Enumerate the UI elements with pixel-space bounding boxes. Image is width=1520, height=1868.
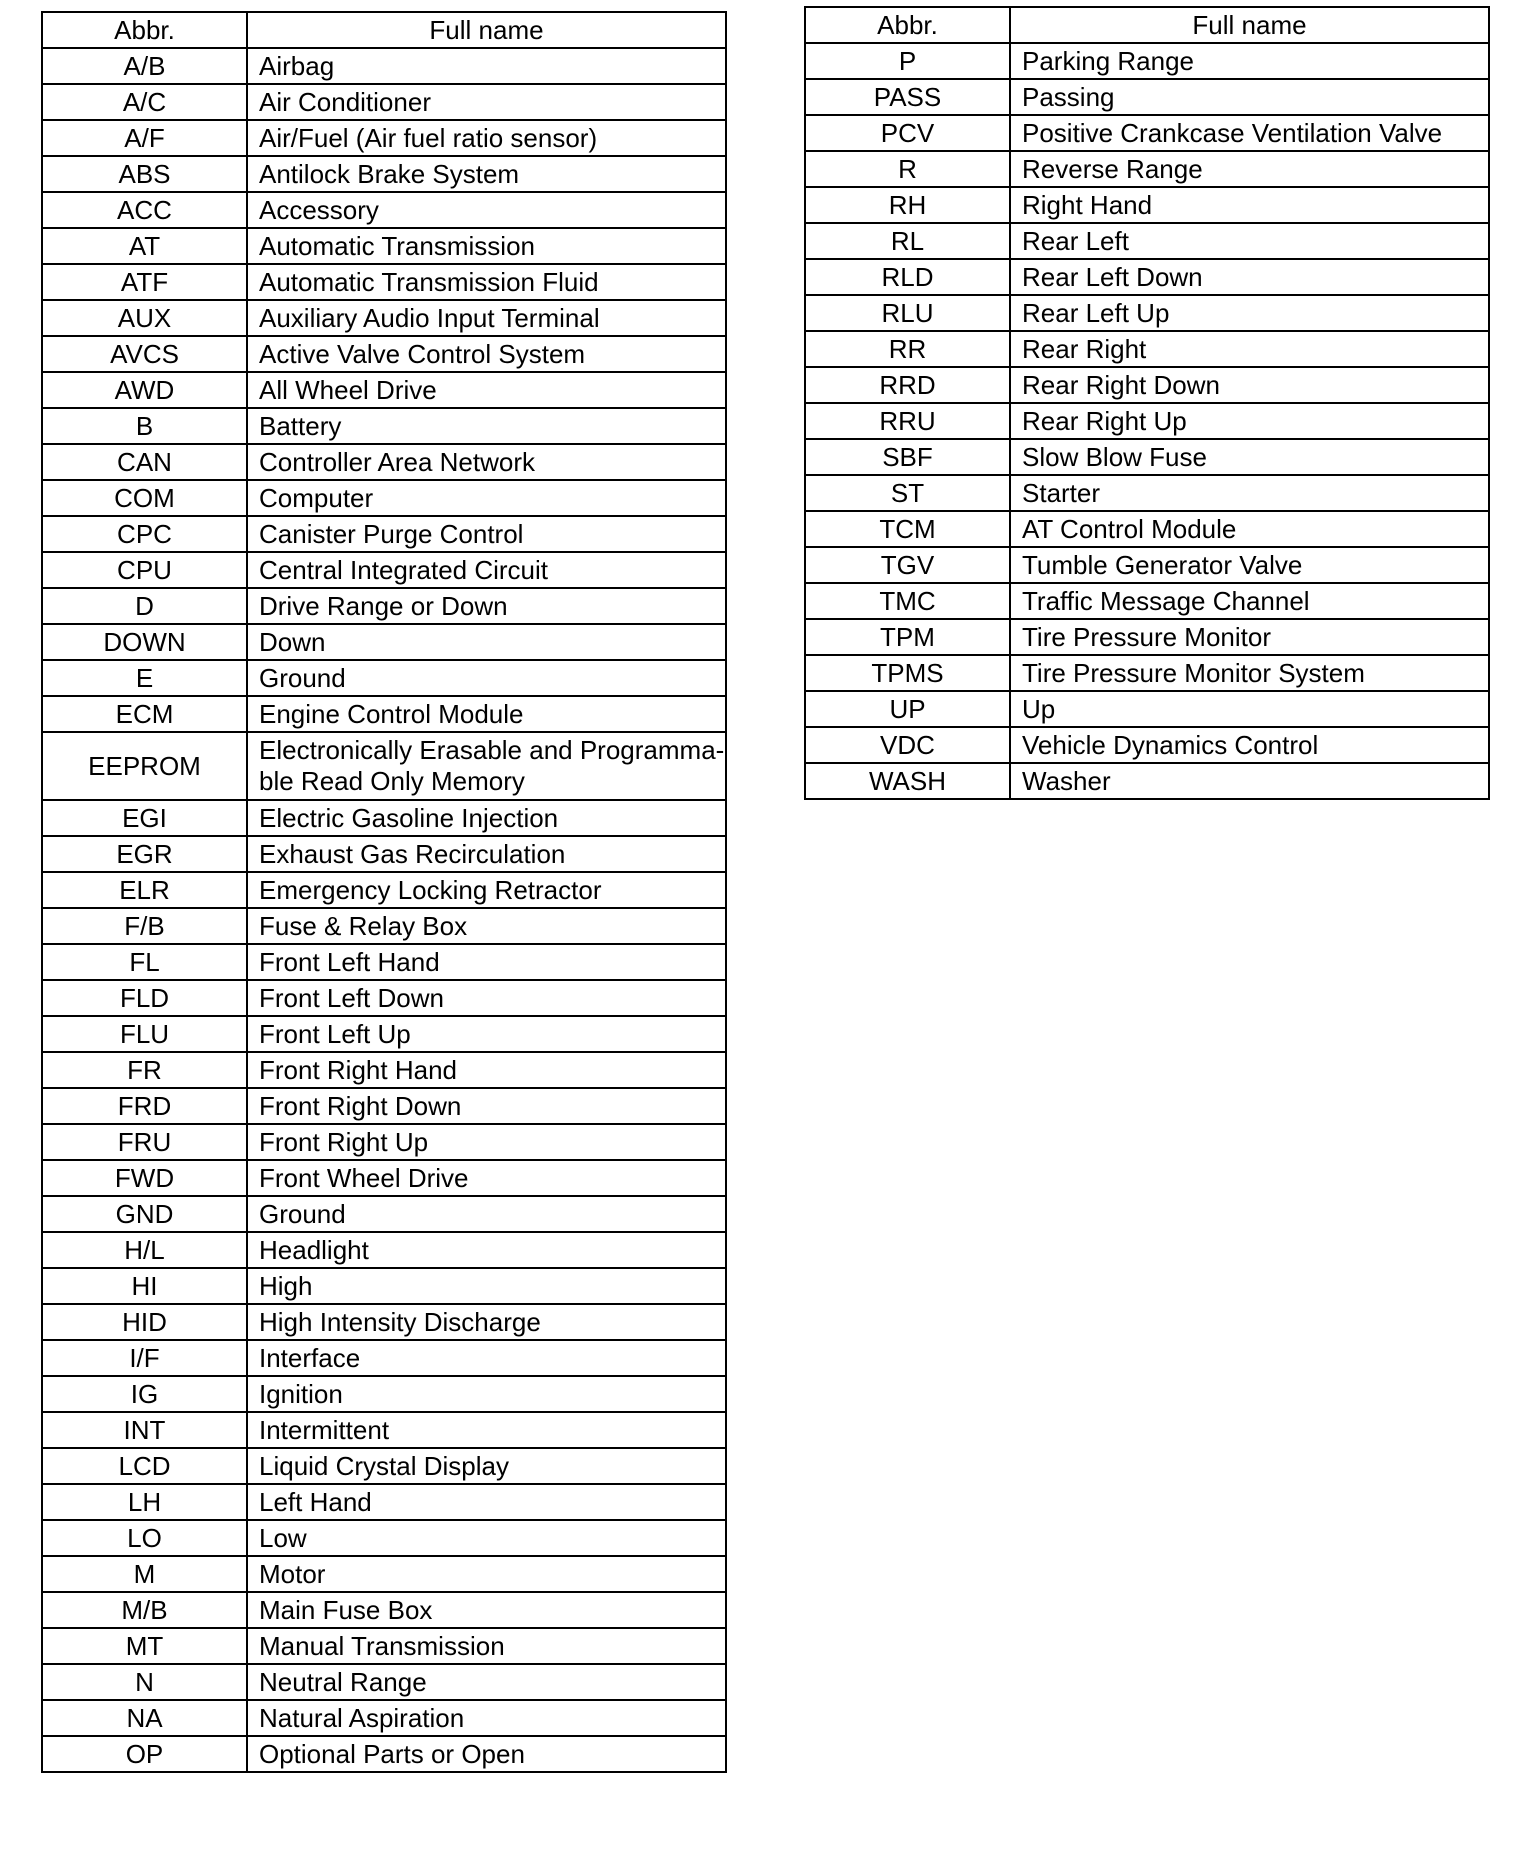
table-body xyxy=(42,48,726,1772)
table-row xyxy=(42,228,726,264)
column-header-abbr: Abbr. xyxy=(805,7,1010,43)
table-row xyxy=(805,79,1489,115)
full-name-cell: Automatic Transmission Fluid xyxy=(247,264,726,300)
abbreviation-cell: M/B xyxy=(42,1592,247,1628)
abbreviation-cell: VDC xyxy=(805,727,1010,763)
abbreviation-cell: D xyxy=(42,588,247,624)
table-row xyxy=(805,367,1489,403)
full-name-cell: Passing xyxy=(1010,79,1489,115)
table-row xyxy=(42,944,726,980)
full-name-cell: Starter xyxy=(1010,475,1489,511)
table-row xyxy=(805,151,1489,187)
table-row xyxy=(805,259,1489,295)
abbreviation-cell: M xyxy=(42,1556,247,1592)
table-row xyxy=(42,1124,726,1160)
abbreviation-cell: GND xyxy=(42,1196,247,1232)
abbreviation-cell: WASH xyxy=(805,763,1010,799)
table-row xyxy=(42,336,726,372)
abbreviation-cell: RL xyxy=(805,223,1010,259)
abbreviation-cell: HI xyxy=(42,1268,247,1304)
full-name-cell: Rear Left xyxy=(1010,223,1489,259)
abbreviation-cell: TMC xyxy=(805,583,1010,619)
table-row xyxy=(42,444,726,480)
table-row xyxy=(805,187,1489,223)
table-row xyxy=(42,908,726,944)
column-header-abbr: Abbr. xyxy=(42,12,247,48)
full-name-cell: Washer xyxy=(1010,763,1489,799)
abbreviation-cell: FLD xyxy=(42,980,247,1016)
full-name-cell: Motor xyxy=(247,1556,726,1592)
full-name-cell: Slow Blow Fuse xyxy=(1010,439,1489,475)
table-row xyxy=(42,1448,726,1484)
table-row xyxy=(42,48,726,84)
full-name-cell: High xyxy=(247,1268,726,1304)
abbreviation-cell: LCD xyxy=(42,1448,247,1484)
abbreviation-cell: CPU xyxy=(42,552,247,588)
full-name-cell: Front Right Down xyxy=(247,1088,726,1124)
table-row xyxy=(42,1160,726,1196)
table-row xyxy=(42,800,726,836)
abbreviation-cell: P xyxy=(805,43,1010,79)
abbreviation-cell: EGI xyxy=(42,800,247,836)
abbreviation-cell: AWD xyxy=(42,372,247,408)
table-row xyxy=(42,696,726,732)
full-name-cell: Liquid Crystal Display xyxy=(247,1448,726,1484)
full-name-cell: Low xyxy=(247,1520,726,1556)
abbreviation-cell: DOWN xyxy=(42,624,247,660)
abbreviation-cell: A/C xyxy=(42,84,247,120)
table-row xyxy=(805,439,1489,475)
full-name-cell: Rear Left Down xyxy=(1010,259,1489,295)
full-name-cell: Vehicle Dynamics Control xyxy=(1010,727,1489,763)
table-row xyxy=(805,583,1489,619)
abbreviation-cell: IG xyxy=(42,1376,247,1412)
full-name-cell: Electronically Erasable and Programma-ble Read Only Memory xyxy=(247,732,726,800)
table-row xyxy=(42,480,726,516)
table-row xyxy=(805,475,1489,511)
abbreviation-cell: RRD xyxy=(805,367,1010,403)
full-name-cell: Engine Control Module xyxy=(247,696,726,732)
full-name-cell: Tire Pressure Monitor xyxy=(1010,619,1489,655)
table-row xyxy=(42,552,726,588)
full-name-cell: Natural Aspiration xyxy=(247,1700,726,1736)
full-name-cell: Headlight xyxy=(247,1232,726,1268)
table-row xyxy=(42,1088,726,1124)
table-row xyxy=(42,120,726,156)
table-row xyxy=(42,1556,726,1592)
table-body xyxy=(805,43,1489,799)
table-row xyxy=(805,403,1489,439)
abbreviation-cell: A/F xyxy=(42,120,247,156)
abbreviation-cell: PASS xyxy=(805,79,1010,115)
full-name-cell: Down xyxy=(247,624,726,660)
full-name-cell: Front Left Down xyxy=(247,980,726,1016)
full-name-cell: Positive Crankcase Ventilation Valve xyxy=(1010,115,1489,151)
full-name-cell: Fuse & Relay Box xyxy=(247,908,726,944)
table-row xyxy=(805,223,1489,259)
table-row xyxy=(805,763,1489,799)
full-name-cell: Ground xyxy=(247,660,726,696)
full-name-cell: Air/Fuel (Air fuel ratio sensor) xyxy=(247,120,726,156)
abbreviation-cell: HID xyxy=(42,1304,247,1340)
table-row xyxy=(805,727,1489,763)
abbreviation-cell: EGR xyxy=(42,836,247,872)
full-name-cell: Manual Transmission xyxy=(247,1628,726,1664)
abbreviation-cell: PCV xyxy=(805,115,1010,151)
table-row xyxy=(805,691,1489,727)
table-row xyxy=(42,588,726,624)
full-name-cell: Tire Pressure Monitor System xyxy=(1010,655,1489,691)
table-row xyxy=(805,115,1489,151)
table-row xyxy=(42,264,726,300)
abbreviation-cell: TGV xyxy=(805,547,1010,583)
abbreviation-cell: NA xyxy=(42,1700,247,1736)
table-row xyxy=(42,1268,726,1304)
full-name-cell: Neutral Range xyxy=(247,1664,726,1700)
abbreviation-cell: FRD xyxy=(42,1088,247,1124)
abbreviation-cell: RLD xyxy=(805,259,1010,295)
table-row xyxy=(42,192,726,228)
table-row xyxy=(805,655,1489,691)
abbreviation-cell: R xyxy=(805,151,1010,187)
table-row xyxy=(42,1196,726,1232)
table-row xyxy=(42,1412,726,1448)
full-name-cell: Electric Gasoline Injection xyxy=(247,800,726,836)
table-row xyxy=(42,1592,726,1628)
abbreviation-cell: FWD xyxy=(42,1160,247,1196)
full-name-cell: Ignition xyxy=(247,1376,726,1412)
abbreviation-cell: INT xyxy=(42,1412,247,1448)
full-name-cell: Rear Right Down xyxy=(1010,367,1489,403)
abbreviation-cell: A/B xyxy=(42,48,247,84)
table-row xyxy=(42,1664,726,1700)
full-name-cell: Rear Right xyxy=(1010,331,1489,367)
abbreviation-cell: I/F xyxy=(42,1340,247,1376)
abbreviation-cell: CAN xyxy=(42,444,247,480)
full-name-cell: Main Fuse Box xyxy=(247,1592,726,1628)
full-name-cell: Auxiliary Audio Input Terminal xyxy=(247,300,726,336)
abbreviation-cell: UP xyxy=(805,691,1010,727)
abbreviation-cell: MT xyxy=(42,1628,247,1664)
table-row xyxy=(42,1016,726,1052)
abbreviation-cell: LH xyxy=(42,1484,247,1520)
abbreviation-cell: ECM xyxy=(42,696,247,732)
full-name-cell: Controller Area Network xyxy=(247,444,726,480)
abbreviation-cell: RH xyxy=(805,187,1010,223)
table-row xyxy=(42,1520,726,1556)
full-name-cell: Computer xyxy=(247,480,726,516)
full-name-cell: Exhaust Gas Recirculation xyxy=(247,836,726,872)
full-name-cell: Battery xyxy=(247,408,726,444)
abbreviation-cell: TPMS xyxy=(805,655,1010,691)
abbreviation-cell: TCM xyxy=(805,511,1010,547)
column-header-full-name: Full name xyxy=(247,12,726,48)
full-name-cell: Front Right Hand xyxy=(247,1052,726,1088)
full-name-cell: Drive Range or Down xyxy=(247,588,726,624)
abbreviation-cell: SBF xyxy=(805,439,1010,475)
table-row xyxy=(42,156,726,192)
table-row xyxy=(805,511,1489,547)
full-name-cell: Antilock Brake System xyxy=(247,156,726,192)
abbreviation-cell: RLU xyxy=(805,295,1010,331)
abbreviation-cell: AT xyxy=(42,228,247,264)
abbreviation-cell: FR xyxy=(42,1052,247,1088)
abbreviation-cell: ST xyxy=(805,475,1010,511)
table-row xyxy=(42,624,726,660)
table-row xyxy=(42,408,726,444)
table-row xyxy=(42,836,726,872)
abbreviation-cell: ACC xyxy=(42,192,247,228)
abbreviation-cell: CPC xyxy=(42,516,247,552)
table-row xyxy=(805,547,1489,583)
full-name-cell: Airbag xyxy=(247,48,726,84)
table-header-row xyxy=(42,12,726,48)
table-row xyxy=(42,1736,726,1772)
abbreviation-cell: FLU xyxy=(42,1016,247,1052)
abbreviation-cell: B xyxy=(42,408,247,444)
abbreviation-cell: AUX xyxy=(42,300,247,336)
full-name-cell: Accessory xyxy=(247,192,726,228)
abbreviation-cell: ABS xyxy=(42,156,247,192)
abbreviation-table-right xyxy=(804,6,1490,800)
abbreviation-table-left xyxy=(41,11,727,1773)
table-row xyxy=(42,732,726,800)
full-name-cell: Tumble Generator Valve xyxy=(1010,547,1489,583)
table-row xyxy=(42,1700,726,1736)
abbreviation-cell: N xyxy=(42,1664,247,1700)
table-row xyxy=(805,43,1489,79)
table-row xyxy=(42,300,726,336)
table-row xyxy=(42,1052,726,1088)
full-name-cell: Optional Parts or Open xyxy=(247,1736,726,1772)
abbreviation-cell: H/L xyxy=(42,1232,247,1268)
full-name-cell: All Wheel Drive xyxy=(247,372,726,408)
table-row xyxy=(805,295,1489,331)
abbreviation-cell: COM xyxy=(42,480,247,516)
full-name-cell: Intermittent xyxy=(247,1412,726,1448)
abbreviation-cell: RRU xyxy=(805,403,1010,439)
full-name-cell: Right Hand xyxy=(1010,187,1489,223)
full-name-cell: Air Conditioner xyxy=(247,84,726,120)
column-header-full-name: Full name xyxy=(1010,7,1489,43)
full-name-cell: Canister Purge Control xyxy=(247,516,726,552)
abbreviation-cell: AVCS xyxy=(42,336,247,372)
full-name-cell: Reverse Range xyxy=(1010,151,1489,187)
table-row xyxy=(42,980,726,1016)
full-name-cell: Traffic Message Channel xyxy=(1010,583,1489,619)
abbreviation-cell: ELR xyxy=(42,872,247,908)
full-name-cell: Central Integrated Circuit xyxy=(247,552,726,588)
full-name-cell: AT Control Module xyxy=(1010,511,1489,547)
full-name-cell: Rear Left Up xyxy=(1010,295,1489,331)
abbreviation-cell: LO xyxy=(42,1520,247,1556)
table-row xyxy=(42,1484,726,1520)
full-name-cell: Rear Right Up xyxy=(1010,403,1489,439)
abbreviation-cell: F/B xyxy=(42,908,247,944)
full-name-cell: Front Left Up xyxy=(247,1016,726,1052)
abbreviation-cell: FL xyxy=(42,944,247,980)
table-row xyxy=(42,1340,726,1376)
table-row xyxy=(805,331,1489,367)
full-name-cell: Interface xyxy=(247,1340,726,1376)
table-row xyxy=(42,516,726,552)
abbreviation-cell: RR xyxy=(805,331,1010,367)
full-name-cell: Active Valve Control System xyxy=(247,336,726,372)
abbreviation-cell: ATF xyxy=(42,264,247,300)
full-name-cell: Up xyxy=(1010,691,1489,727)
full-name-cell: Emergency Locking Retractor xyxy=(247,872,726,908)
table-header-row xyxy=(805,7,1489,43)
abbreviation-cell: EEPROM xyxy=(42,732,247,800)
table-row xyxy=(42,1304,726,1340)
abbreviation-cell: E xyxy=(42,660,247,696)
table-row xyxy=(42,1628,726,1664)
table-row xyxy=(42,1376,726,1412)
table-row xyxy=(42,872,726,908)
table-row xyxy=(42,1232,726,1268)
full-name-cell: Front Wheel Drive xyxy=(247,1160,726,1196)
full-name-cell: Ground xyxy=(247,1196,726,1232)
table-row xyxy=(42,660,726,696)
full-name-cell: Automatic Transmission xyxy=(247,228,726,264)
full-name-cell: Front Right Up xyxy=(247,1124,726,1160)
full-name-cell: Front Left Hand xyxy=(247,944,726,980)
table-row xyxy=(805,619,1489,655)
full-name-cell: Parking Range xyxy=(1010,43,1489,79)
abbreviation-cell: TPM xyxy=(805,619,1010,655)
abbreviation-cell: FRU xyxy=(42,1124,247,1160)
full-name-cell: High Intensity Discharge xyxy=(247,1304,726,1340)
abbreviation-cell: OP xyxy=(42,1736,247,1772)
table-row xyxy=(42,84,726,120)
table-row xyxy=(42,372,726,408)
full-name-cell: Left Hand xyxy=(247,1484,726,1520)
